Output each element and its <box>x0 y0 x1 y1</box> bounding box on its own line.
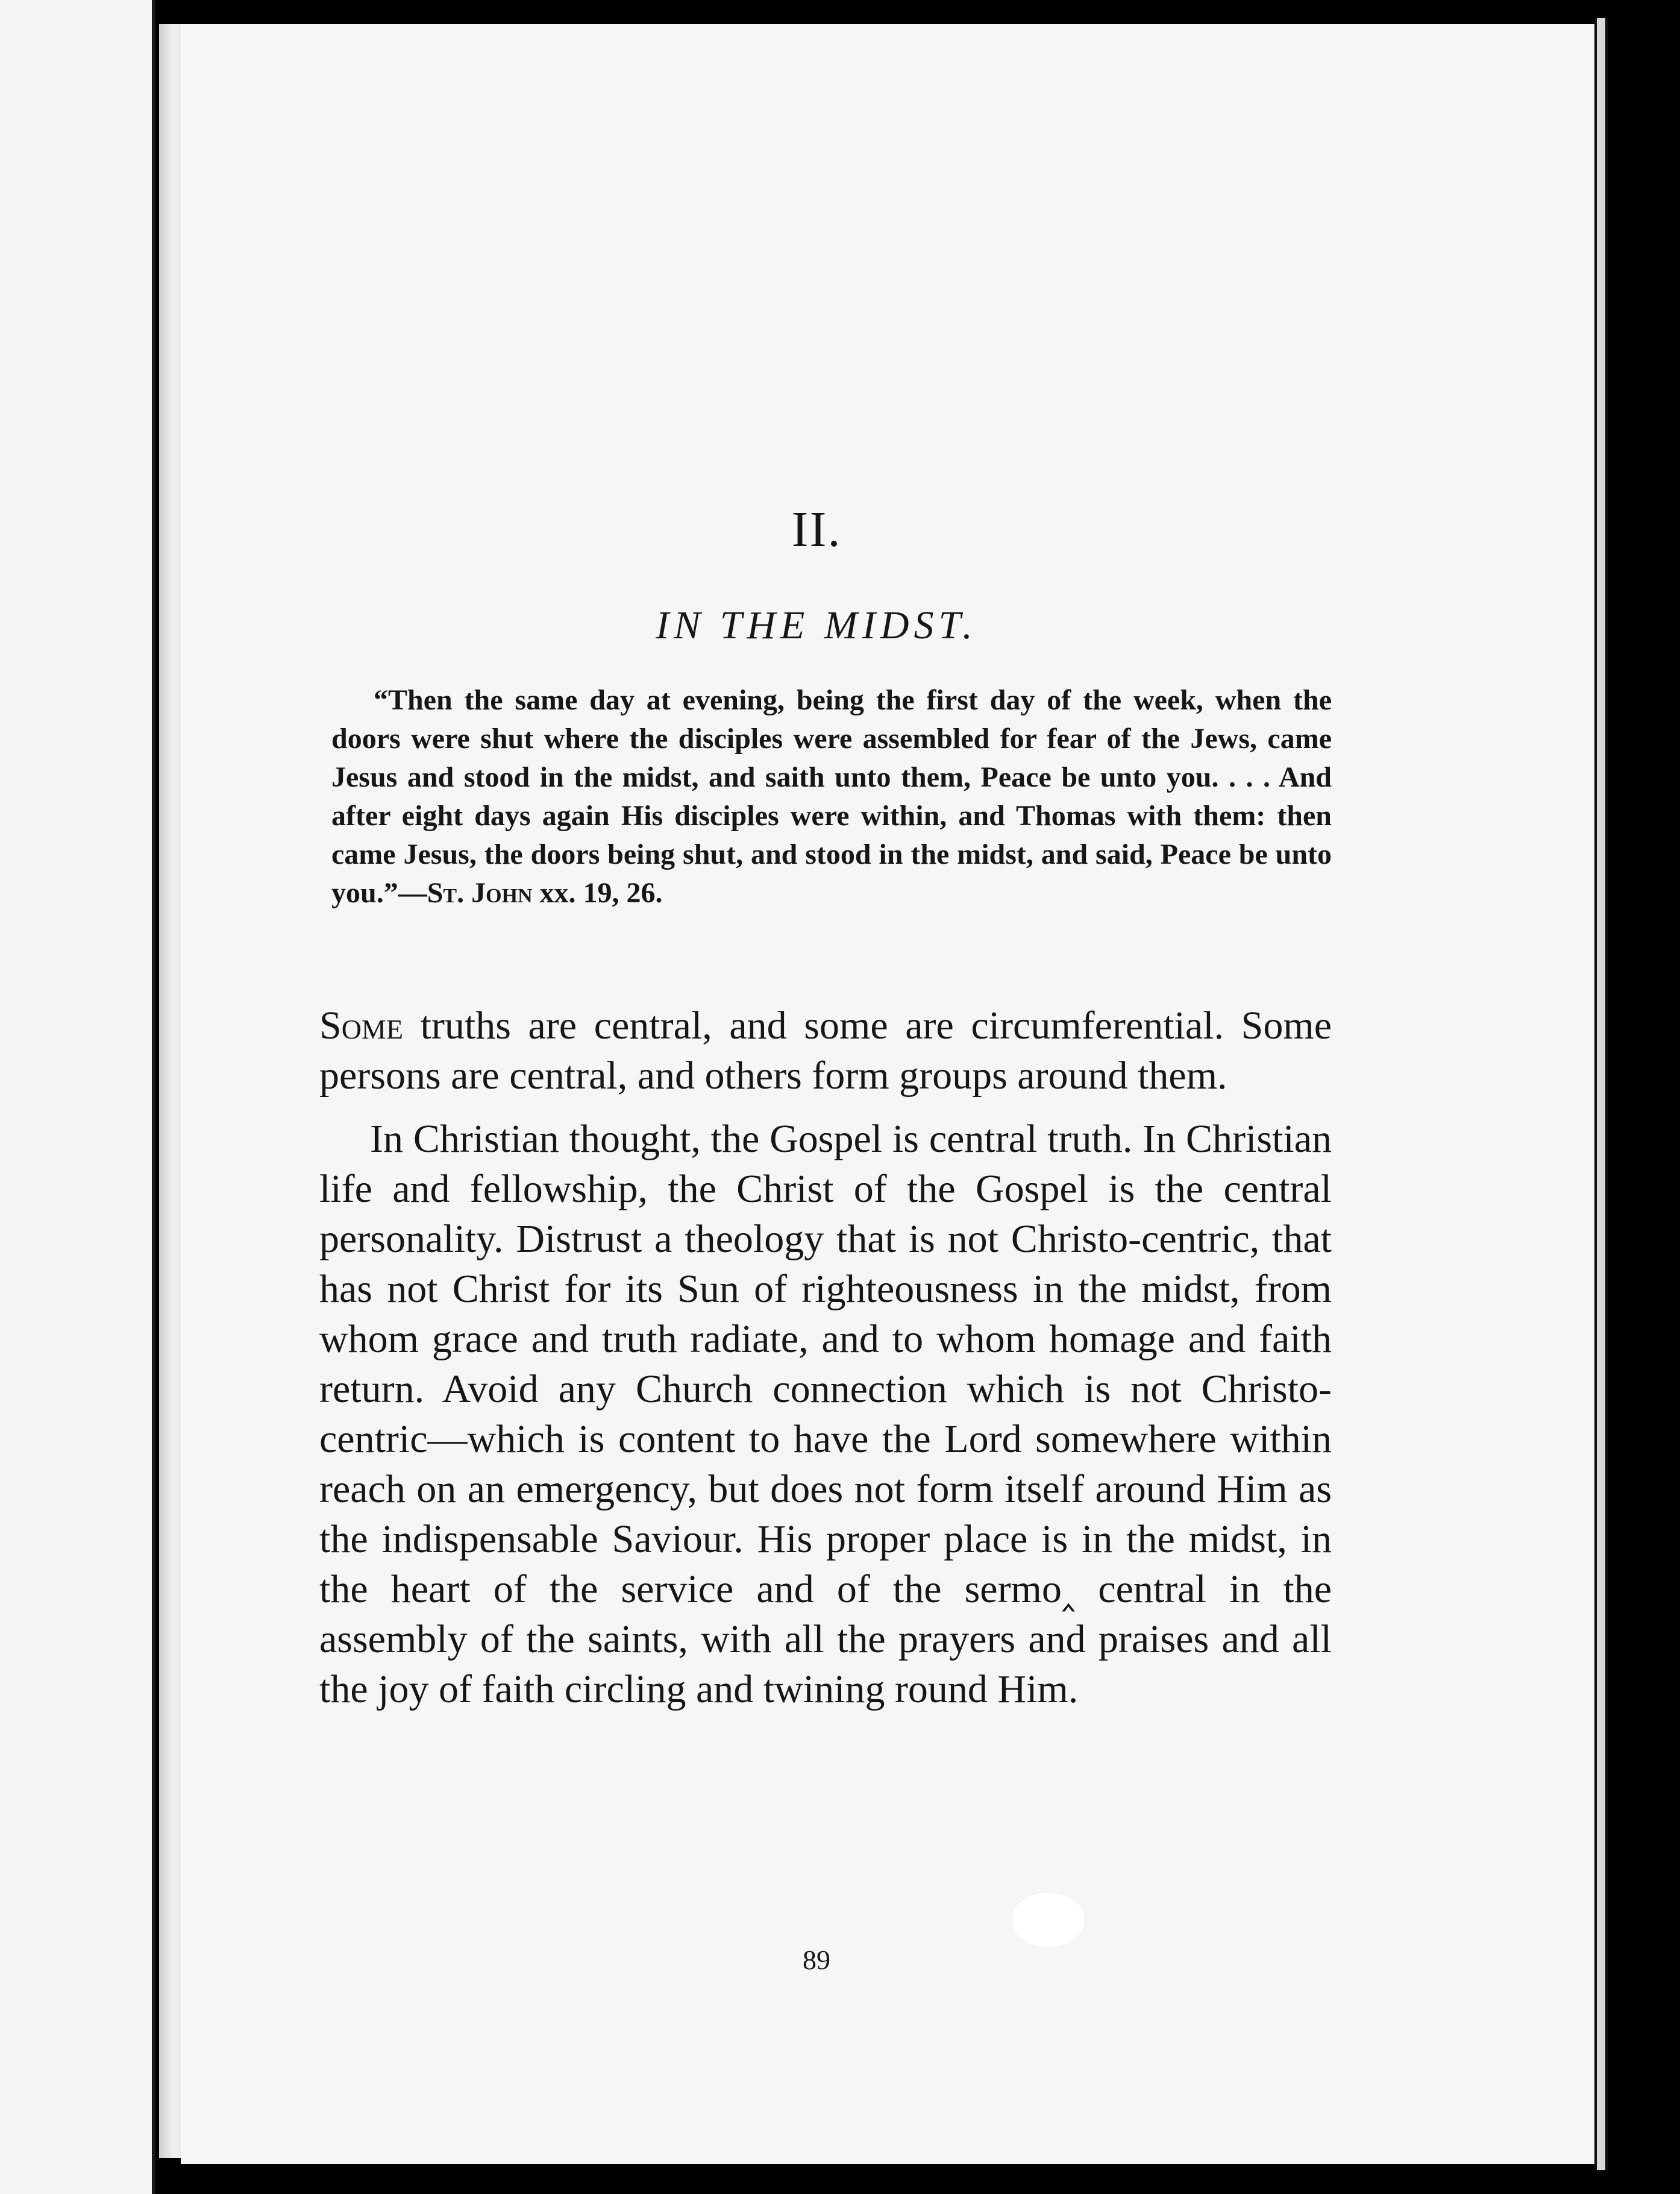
epigraph <box>331 681 1332 913</box>
paragraph-1 <box>319 1001 1332 1101</box>
page-edge <box>1594 18 1608 2170</box>
chapter-title: IN THE MIDST. <box>656 603 977 647</box>
epigraph-reference: xx. 19, 26. <box>532 877 663 909</box>
body-text <box>319 1001 1332 1727</box>
page-gutter <box>159 24 183 2158</box>
paragraph-lead-word: Some <box>319 1004 403 1048</box>
paper-blemish <box>1012 1893 1085 1947</box>
paragraph-2: In Christian thought, the Gospel is central truth. In Christian life and fellowship, the Christ of the Gospel is the central personality. Distrust a theology that is not Christo-centric, that has not Christ for its Sun of righteousness in the midst, from whom grace and truth radiate, and to whom homage and faith return. Avoid any Church connection which is not Christo-centric—which is content to have the Lord somewhere within reach on an emergency, but does not form itself around Him as the indispensable Saviour. His proper place is in the midst, in the heart of the service and of the sermo‸ central in the assembly of the saints, with all the prayers and praises and all the joy of faith circling and twining round Him. <box>319 1117 1332 1711</box>
epigraph-citation: St. John <box>427 877 533 909</box>
left-facing-page <box>0 0 155 2194</box>
paragraph-1-text: truths are central, and some are circumferential. Some persons are central, and others form groups around them. <box>319 1004 1332 1098</box>
epigraph-text: “Then the same day at evening, being the first day of the week, when the doors were shut where the disciples were assembled for fear of the Jews, came Jesus and stood in the midst, and saith unto them, Peace be unto you. . . . And after eight days again His disciples were within, and Thomas with them: then came Jesus, the doors being shut, and stood in the midst, and said, Peace be unto you.”— <box>331 684 1332 909</box>
page-number: 89 <box>803 1944 830 1975</box>
chapter-number: II. <box>791 501 842 558</box>
book-page <box>181 24 1594 2164</box>
